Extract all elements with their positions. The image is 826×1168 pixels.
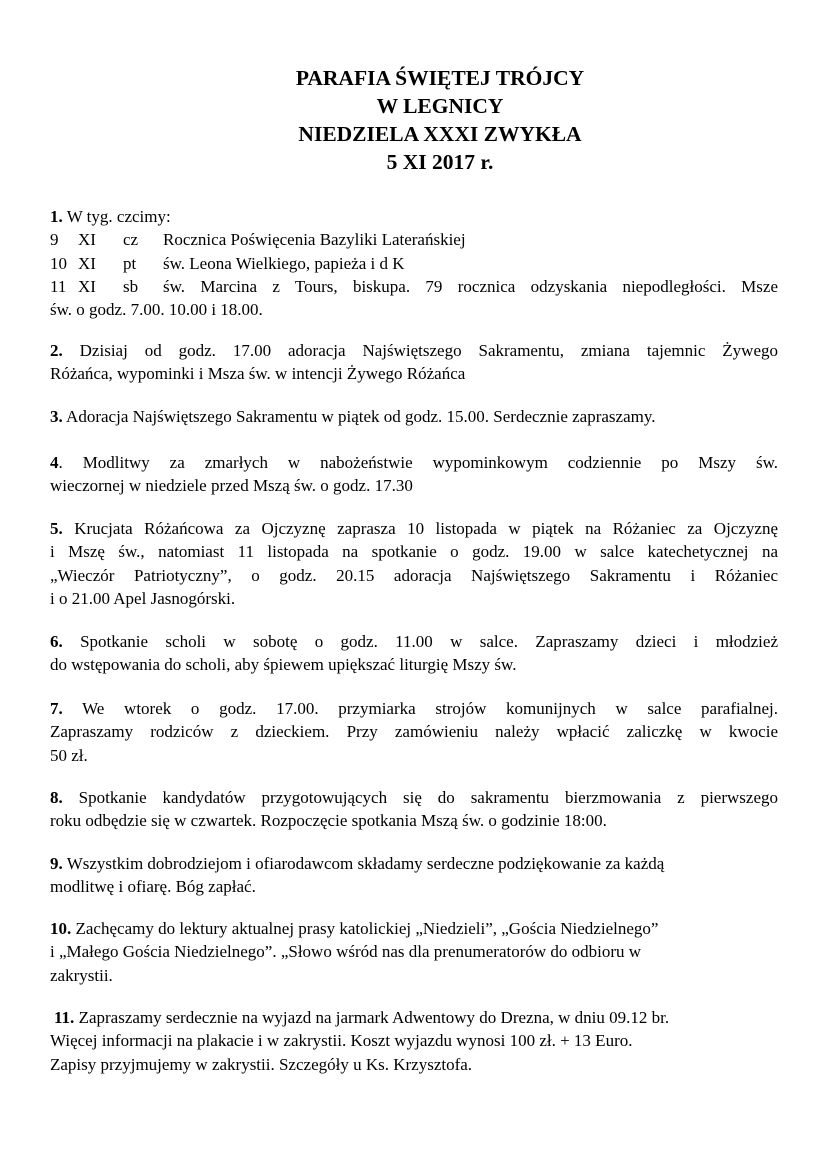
item-text: wieczornej w niedziele przed Mszą św. o godz. 17.30 xyxy=(50,476,413,496)
calendar-feast: Rocznica Poświęcenia Bazyliki Laterańskiej xyxy=(163,230,466,250)
announcement-item-9 xyxy=(50,852,778,899)
calendar-feast: św. Leona Wielkiego, papieża i d K xyxy=(163,253,405,273)
item-number: 3. xyxy=(50,407,63,426)
item-text: Zapisy przyjmujemy w zakrystii. Szczegóły u Ks. Krzysztofa. xyxy=(50,1054,473,1074)
item-text: modlitwę i ofiarę. Bóg zapłać. xyxy=(50,877,256,897)
item-text: Krucjata Różańcowa za Ojczyznę zaprasza 10 listopada w piątek na Różaniec za Ojczyznę xyxy=(62,519,778,538)
item-number: 1. xyxy=(50,207,63,226)
item-text: Dzisiaj od godz. 17.00 adoracja Najświętszego Sakramentu, zmiana tajemnic Żywego xyxy=(62,341,778,360)
item-text: Wszystkim dobrodziejom i ofiarodawcom składamy serdeczne podziękowanie za każdą xyxy=(62,854,665,873)
calendar-day: 10 xyxy=(50,253,67,273)
item-text: . Modlitwy za zmarłych w nabożeństwie wypominkowym codziennie po Mszy św. xyxy=(58,453,778,472)
item-number: 11. xyxy=(54,1008,75,1027)
item-number: 5. xyxy=(50,519,63,538)
item-text: We wtorek o godz. 17.00. przymiarka strojów komunijnych w salce parafialnej. xyxy=(62,699,778,718)
item-text: Więcej informacji na plakacie i w zakrystii. Koszt wyjazdu wynosi 100 zł. + 13 Euro. xyxy=(50,1031,633,1051)
item-number: 8. xyxy=(50,788,63,807)
item-number: 2. xyxy=(50,341,63,360)
calendar-weekday: cz xyxy=(123,230,139,250)
page-title xyxy=(200,64,680,176)
item-text: 50 zł. xyxy=(50,745,88,765)
item-text: Adoracja Najświętszego Sakramentu w piątek od godz. 15.00. Serdecznie zapraszamy. xyxy=(62,407,656,426)
calendar-row xyxy=(50,275,778,298)
calendar-weekday: sb xyxy=(123,276,139,296)
item-text: Różańca, wypominki i Msza św. w intencji Żywego Różańca xyxy=(50,364,466,384)
item-number: 6. xyxy=(50,632,63,651)
announcement-item-7 xyxy=(50,697,778,767)
calendar-month: XI xyxy=(78,276,96,296)
item-text: Zachęcamy do lektury aktualnej prasy katolickiej „Niedzieli”, „Gościa Niedzielnego” xyxy=(71,919,659,938)
item-text: do wstępowania do scholi, aby śpiewem upiększać liturgię Mszy św. xyxy=(50,655,517,675)
calendar-row xyxy=(50,252,778,275)
announcement-item-4 xyxy=(50,451,778,498)
item-text: Zapraszamy serdecznie na wyjazd na jarmark Adwentowy do Drezna, w dniu 09.12 br. xyxy=(74,1008,670,1027)
calendar-month: XI xyxy=(78,253,96,273)
announcement-item-11 xyxy=(50,1006,782,1076)
item-text: Zapraszamy rodziców z dzieckiem. Przy zamówieniu należy wpłacić zaliczkę w kwocie xyxy=(50,722,778,742)
item-number: 10. xyxy=(50,919,72,938)
title-line-parish: PARAFIA ŚWIĘTEJ TRÓJCY xyxy=(295,66,585,90)
announcement-item-2 xyxy=(50,339,778,386)
item-number: 9. xyxy=(50,854,63,873)
item-text: i Mszę św., natomiast 11 listopada na spotkanie o godz. 19.00 w salce katechetycznej na xyxy=(50,542,778,562)
item-text: zakrystii. xyxy=(50,965,113,985)
item-1-continuation: św. o godz. 7.00. 10.00 i 18.00. xyxy=(50,300,263,320)
announcement-item-5 xyxy=(50,517,778,610)
title-line-date: 5 XI 2017 r. xyxy=(386,150,494,174)
item-text: i „Małego Gościa Niedzielnego”. „Słowo wśród nas dla prenumeratorów do odbioru w xyxy=(50,942,642,962)
announcement-item-8 xyxy=(50,786,778,833)
item-1-intro: 1. W tyg. czcimy: xyxy=(50,207,171,226)
announcement-item-1 xyxy=(50,205,778,321)
calendar-day: 11 xyxy=(50,276,67,296)
item-number: 7. xyxy=(50,699,63,718)
calendar-weekday: pt xyxy=(123,253,137,273)
item-number: 4 xyxy=(50,453,59,472)
item-text: roku odbędzie się w czwartek. Rozpoczęcie spotkania Mszą św. o godzinie 18:00. xyxy=(50,811,607,831)
title-line-city: W LEGNICY xyxy=(376,94,504,118)
calendar-row xyxy=(50,228,778,251)
announcement-item-3 xyxy=(50,405,778,428)
announcement-item-10 xyxy=(50,917,778,987)
calendar-feast: św. Marcina z Tours, biskupa. 79 rocznica odzyskania niepodległości. Msze xyxy=(163,276,778,296)
announcement-item-6 xyxy=(50,630,778,677)
item-text: „Wieczór Patriotyczny”, o godz. 20.15 adoracja Najświętszego Sakramentu i Różaniec xyxy=(50,565,778,585)
item-text: Spotkanie scholi w sobotę o godz. 11.00 w salce. Zapraszamy dzieci i młodzież xyxy=(62,632,778,651)
calendar-day: 9 xyxy=(50,230,59,250)
title-line-sunday: NIEDZIELA XXXI ZWYKŁA xyxy=(298,122,582,146)
item-text: i o 21.00 Apel Jasnogórski. xyxy=(50,588,236,608)
item-text: Spotkanie kandydatów przygotowujących się do sakramentu bierzmowania z pierwszego xyxy=(62,788,778,807)
calendar-month: XI xyxy=(78,230,96,250)
